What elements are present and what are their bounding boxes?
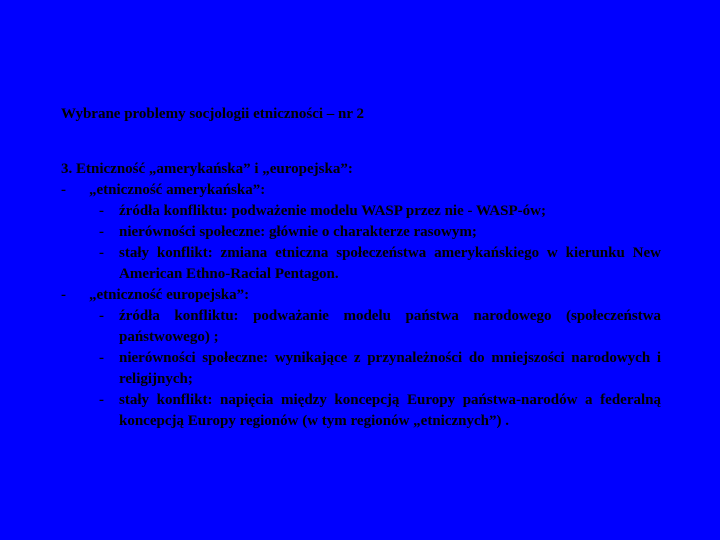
sub-item-text: nierówności społeczne: głównie o charakterze rasowym; <box>119 224 477 240</box>
bullet-dash: - <box>99 203 104 219</box>
section-heading: 3. Etniczność „amerykańska” i „europejska”: <box>61 161 353 177</box>
sub-item <box>61 201 661 222</box>
sub-item <box>61 390 661 432</box>
slide-body <box>61 159 661 432</box>
sub-item-text: stały konflikt: zmiana etniczna społeczeństwa amerykańskiego w kierunku New American Ethno-Racial Pentagon. <box>119 245 661 282</box>
sub-item-text: stały konflikt: napięcia między koncepcją Europy państwa-narodów a federalną koncepcją Europy regionów (w tym regionów „etnicznych”) . <box>119 392 661 429</box>
list-item-label: „etniczność amerykańska”: <box>89 182 266 198</box>
list-item-american <box>61 180 661 201</box>
sub-item <box>61 222 661 243</box>
bullet-dash: - <box>61 182 66 198</box>
bullet-dash: - <box>99 350 104 366</box>
sub-item <box>61 348 661 390</box>
sub-item-text: źródła konfliktu: podważenie modelu WASP przez nie - WASP-ów; <box>119 203 546 219</box>
slide-title: Wybrane problemy socjologii etniczności – nr 2 <box>61 106 365 122</box>
sub-item <box>61 243 661 285</box>
sub-item <box>61 306 661 348</box>
list-item-label: „etniczność europejska”: <box>89 287 250 303</box>
sub-item-text: źródła konfliktu: podważanie modelu państwa narodowego (społeczeństwa państwowego) ; <box>119 308 661 345</box>
bullet-dash: - <box>61 287 66 303</box>
bullet-dash: - <box>99 245 104 261</box>
bullet-dash: - <box>99 308 104 324</box>
sub-item-text: nierówności społeczne: wynikające z przynależności do mniejszości narodowych i religijnych; <box>119 350 661 387</box>
bullet-dash: - <box>99 224 104 240</box>
bullet-dash: - <box>99 392 104 408</box>
list-item-european <box>61 285 661 306</box>
